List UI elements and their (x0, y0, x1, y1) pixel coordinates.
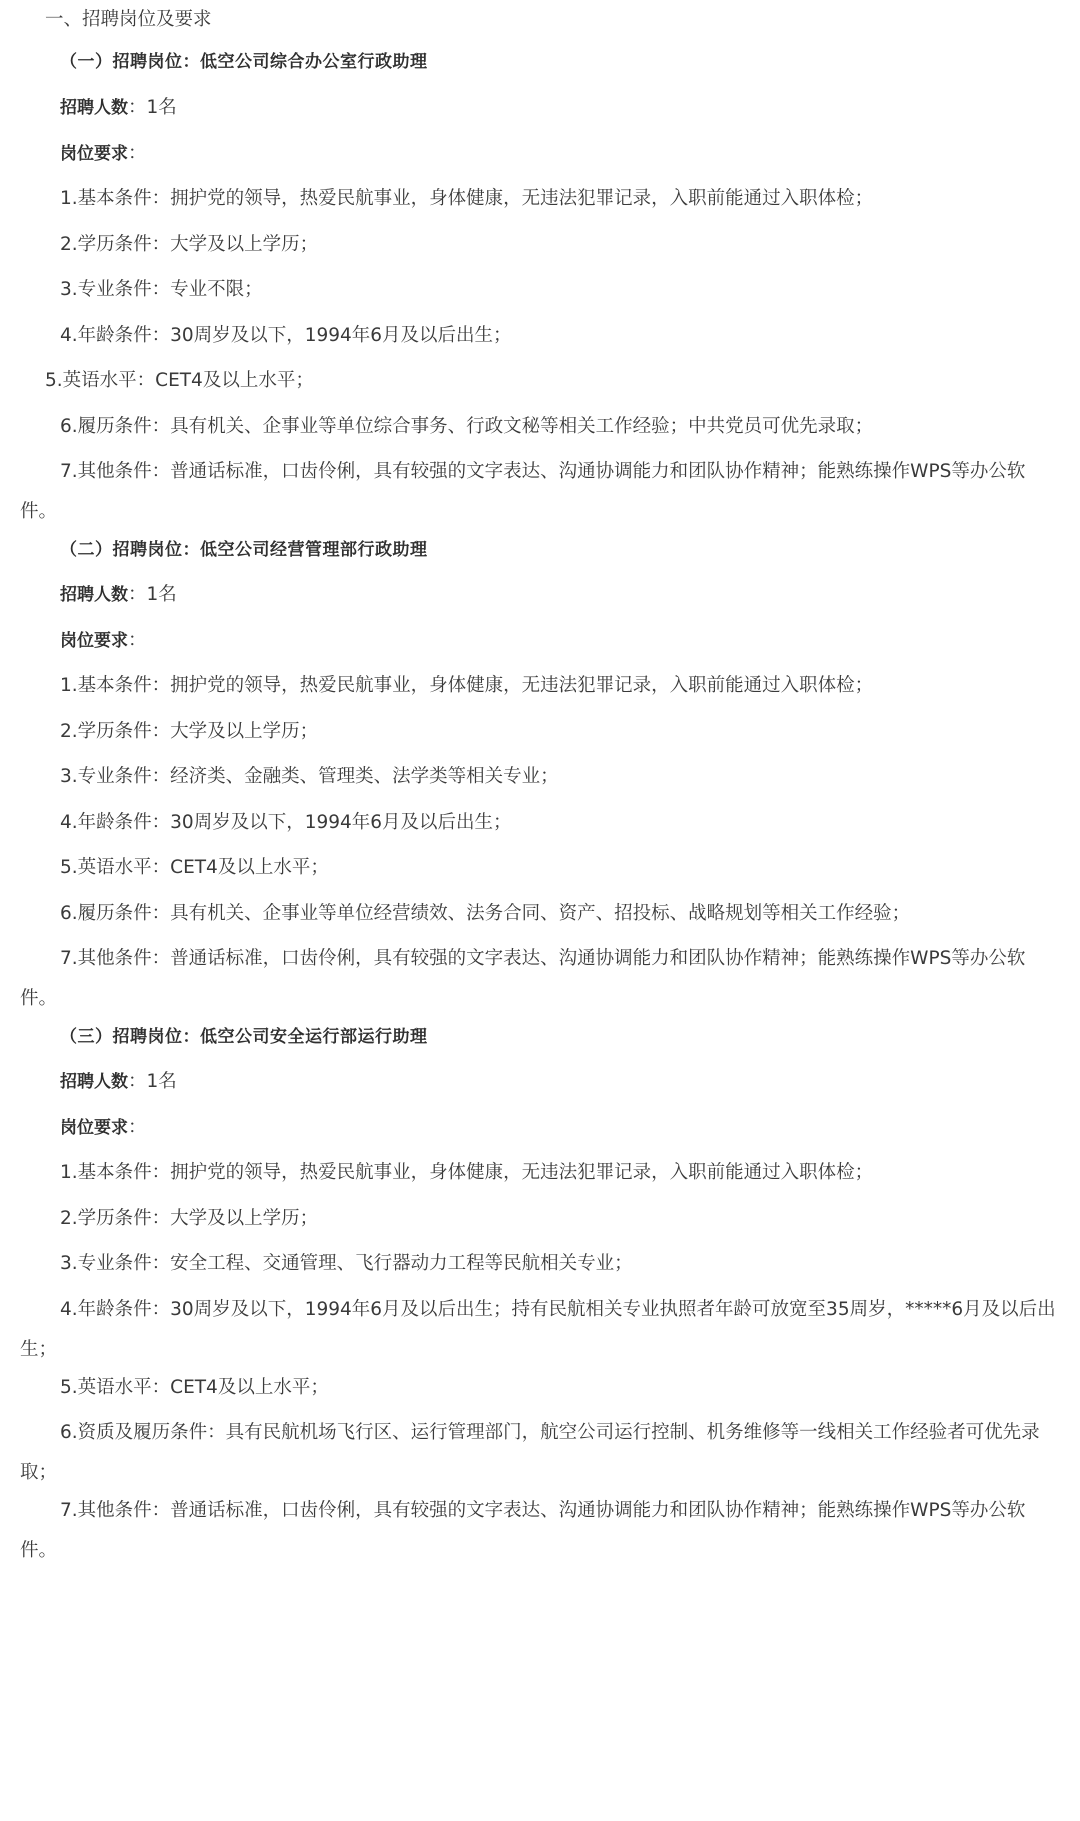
req-label: 岗位要求 (60, 1118, 128, 1138)
count-value: ：1名 (128, 1071, 177, 1092)
position-3-requirements-label (20, 1108, 1060, 1148)
position-2-item-7: 7.其他条件：普通话标准，口齿伶俐，具有较强的文字表达、沟通协调能力和团队协作精神；能熟练操作WPS等办公软件。 (20, 948, 1026, 1009)
count-label: 招聘人数 (60, 585, 128, 605)
position-3-count (20, 1062, 1060, 1102)
position-3-item-5: 5.英语水平：CET4及以上水平； (60, 1377, 329, 1398)
req-colon: ： (128, 1117, 147, 1138)
position-1-item-7: 7.其他条件：普通话标准，口齿伶俐，具有较强的文字表达、沟通协调能力和团队协作精神；能熟练操作WPS等办公软件。 (20, 461, 1026, 522)
position-2-requirements-label (20, 621, 1060, 661)
position-2-item-5: 5.英语水平：CET4及以上水平； (60, 857, 329, 878)
position-1-requirements-label (20, 134, 1060, 174)
position-1-item-2: 2.学历条件：大学及以上学历； (60, 234, 319, 255)
section-heading: 一、招聘岗位及要求 (45, 9, 212, 30)
position-3-item-4: 4.年龄条件：30周岁及以下，1994年6月及以后出生；持有民航相关专业执照者年龄可放宽至35周岁，*****6月及以后出生； (20, 1299, 1056, 1360)
position-2-item-2: 2.学历条件：大学及以上学历； (60, 721, 319, 742)
position-2-count (20, 575, 1060, 615)
count-value: ：1名 (128, 584, 177, 605)
position-2-item-4: 4.年龄条件：30周岁及以下，1994年6月及以后出生； (60, 812, 512, 833)
req-colon: ： (128, 630, 147, 651)
position-3-title: （三）招聘岗位：低空公司安全运行部运行助理 (60, 1027, 428, 1047)
count-label: 招聘人数 (60, 98, 128, 118)
req-label: 岗位要求 (60, 144, 128, 164)
position-1-item-3: 3.专业条件：专业不限； (60, 279, 263, 300)
position-3-item-1: 1.基本条件：拥护党的领导，热爱民航事业，身体健康，无违法犯罪记录，入职前能通过入职体检； (60, 1162, 874, 1183)
position-2-item-3: 3.专业条件：经济类、金融类、管理类、法学类等相关专业； (60, 766, 559, 787)
position-3-item-7: 7.其他条件：普通话标准，口齿伶俐，具有较强的文字表达、沟通协调能力和团队协作精神；能熟练操作WPS等办公软件。 (20, 1500, 1026, 1561)
position-1-item-4: 4.年龄条件：30周岁及以下，1994年6月及以后出生； (60, 325, 512, 346)
req-colon: ： (128, 143, 147, 164)
position-1-item-6: 6.履历条件：具有机关、企事业等单位综合事务、行政文秘等相关工作经验；中共党员可优先录取； (60, 416, 874, 437)
position-1-item-1: 1.基本条件：拥护党的领导，热爱民航事业，身体健康，无违法犯罪记录，入职前能通过入职体检； (60, 188, 874, 209)
position-1-title: （一）招聘岗位：低空公司综合办公室行政助理 (60, 52, 428, 72)
position-1-item-5: 5.英语水平：CET4及以上水平； (45, 370, 314, 391)
count-label: 招聘人数 (60, 1072, 128, 1092)
position-2-title: （二）招聘岗位：低空公司经营管理部行政助理 (60, 540, 428, 560)
position-1-count (20, 88, 1060, 128)
position-3-item-3: 3.专业条件：安全工程、交通管理、飞行器动力工程等民航相关专业； (60, 1253, 633, 1274)
position-2-item-1: 1.基本条件：拥护党的领导，热爱民航事业，身体健康，无违法犯罪记录，入职前能通过入职体检； (60, 675, 874, 696)
position-2-item-6: 6.履历条件：具有机关、企事业等单位经营绩效、法务合同、资产、招投标、战略规划等相关工作经验； (60, 903, 911, 924)
position-3-item-6: 6.资质及履历条件：具有民航机场飞行区、运行管理部门，航空公司运行控制、机务维修等一线相关工作经验者可优先录取； (20, 1422, 1040, 1483)
count-value: ：1名 (128, 97, 177, 118)
position-3-item-2: 2.学历条件：大学及以上学历； (60, 1208, 319, 1229)
req-label: 岗位要求 (60, 631, 128, 651)
